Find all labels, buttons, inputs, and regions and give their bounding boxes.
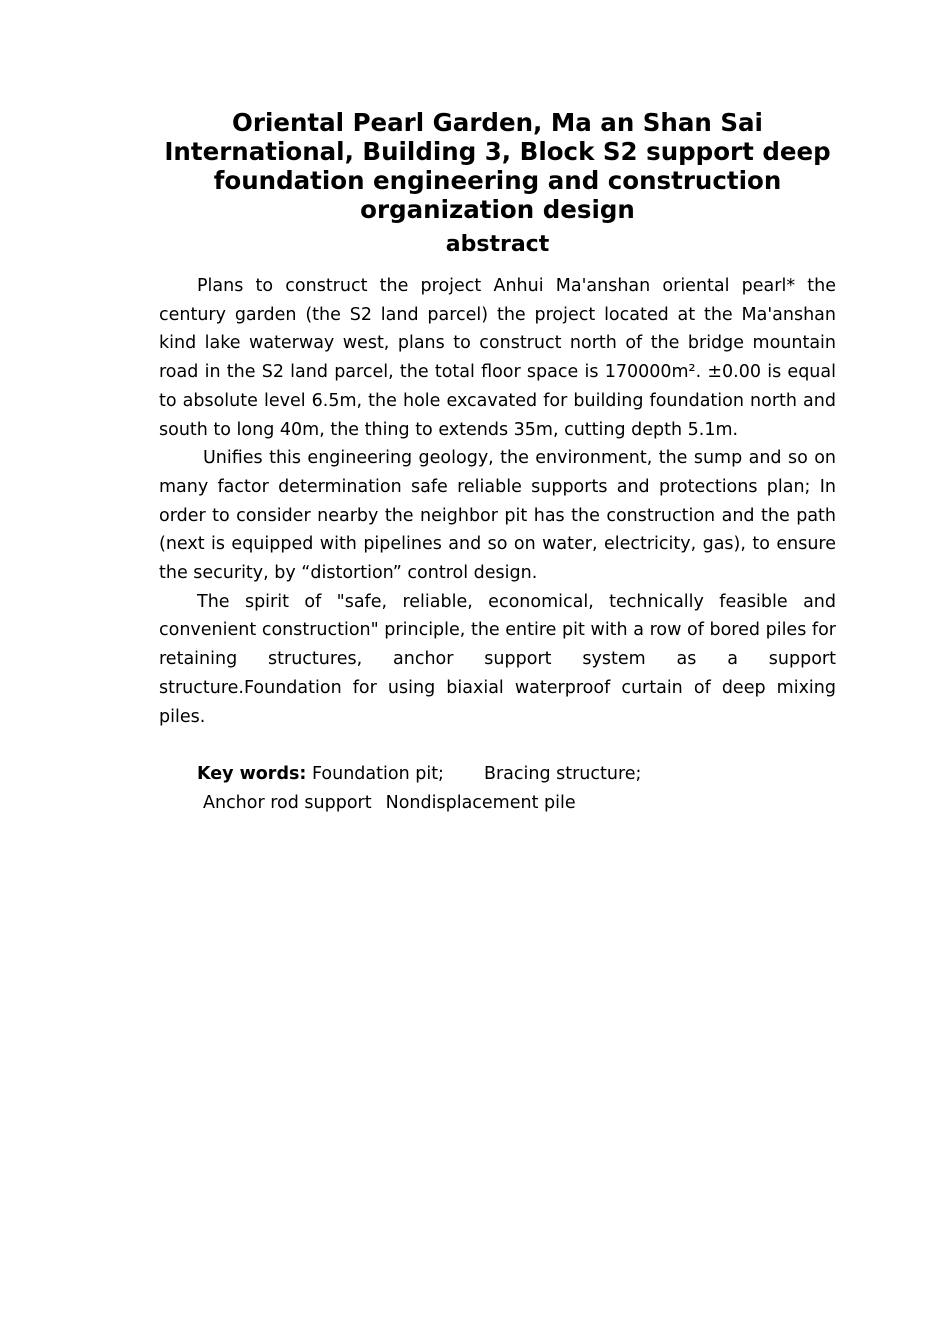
keyword-item: Nondisplacement pile (385, 792, 576, 813)
keyword-item: Bracing structure; (483, 764, 642, 785)
keywords-label: Key words: (197, 764, 307, 785)
keywords-line-2 (197, 789, 836, 818)
abstract-paragraph-2: Unifies this engineering geology, the environment, the sump and so on many factor determination safe reliable supports and protections plan; In order to consider nearby the neighbor pit has the construction and the path (next is equipped with pipelines and so on water, electricity, gas), to ensure the security, by “distortion” control design. (159, 448, 836, 584)
abstract-paragraph-1: Plans to construct the project Anhui Ma'anshan oriental pearl* the century garden (the S2 land parcel) the project located at the Ma'anshan kind lake waterway west, plans to construct north of the bridge mountain road in the S2 land parcel, the total floor space is 170000m². ±0.00 is equal to absolute level 6.5m, the hole excavated for building foundation north and south to long 40m, the thing to extends 35m, cutting depth 5.1m. (159, 276, 836, 440)
abstract-paragraph-3: The spirit of "safe, reliable, economical, technically feasible and convenient construction" principle, the entire pit with a row of bored piles for retaining structures, anchor support system as a support structure.Foundation for using biaxial waterproof curtain of deep mixing piles. (159, 591, 836, 727)
keywords-block (159, 760, 836, 817)
keywords-line-1 (197, 760, 836, 789)
abstract-heading: abstract (445, 232, 550, 257)
document-title: Oriental Pearl Garden, Ma an Shan Sai International, Building 3, Block S2 support deep foundation engineering and construction organization design (164, 108, 831, 224)
keyword-item: Foundation pit; (311, 764, 444, 785)
keyword-item: Anchor rod support (203, 792, 372, 813)
document-page (159, 108, 836, 818)
